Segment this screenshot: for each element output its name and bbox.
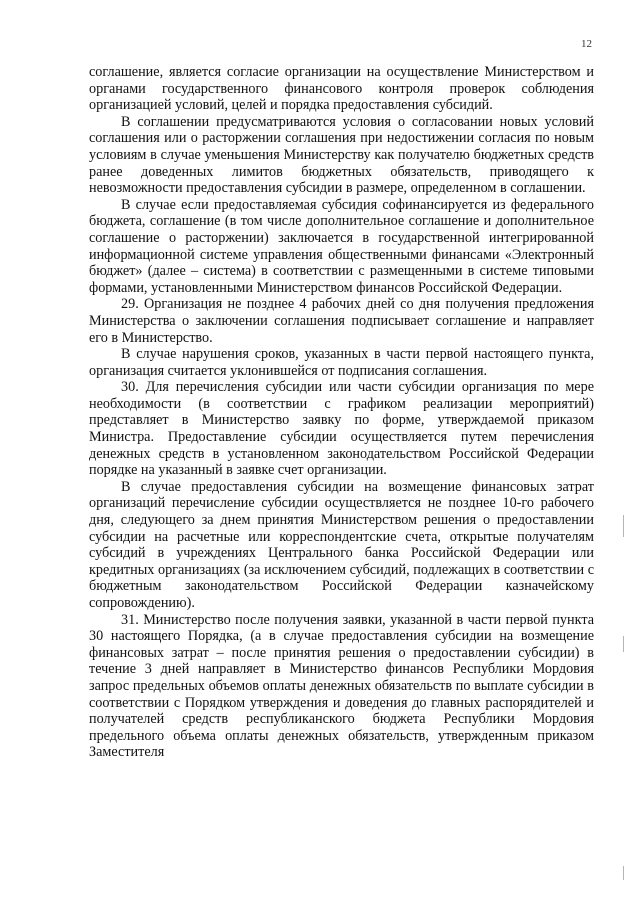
paragraph-deadline-violation: В случае нарушения сроков, указанных в части первой настоящего пункта, организация считается уклонившейся от подписания соглашения.: [89, 346, 594, 379]
scan-edge-mark: [623, 866, 624, 880]
paragraph-item-31: 31. Министерство после получения заявки, указанной в части первой пункта 30 настоящего Порядка, (а в случае предоставления субсидии на возмещение финансовых затрат – после принятия решения о предоставлении субсидии) в течение 3 дней направляет в Министерство финансов Республики Мордовия запрос предельных объемов оплаты денежных обязательств по выплате субсидии в соответствии с Порядком утверждения и доведения до главных распорядителей и получателей средств республиканского бюджета Республики Мордовия предельного объема оплаты денежных обязательств, утвержденным приказом Заместителя: [89, 611, 594, 761]
paragraph-agreement-terms: В соглашении предусматриваются условия о согласовании новых условий соглашения или о расторжении соглашения при недостижении согласия по новым условиям в случае уменьшения Министерству как получателю бюджетных средств ранее доведенных лимитов бюджетных обязательств, приводящего к невозможности предоставления субсидии в размере, определенном в соглашении.: [89, 113, 594, 197]
scan-edge-mark: [623, 515, 624, 537]
paragraph-item-30: 30. Для перечисления субсидии или части субсидии организация по мере необходимости (в соответствии с графиком реализации мероприятий) представляет в Министерство заявку по форме, утверждаемой приказом Министра. Предоставление субсидии осуществляется путем перечисления денежных средств в установленном законодательством Российской Федерации порядке на указанный в заявке счет организации.: [89, 379, 594, 479]
paragraph-consent-control: соглашение, является согласие организации на осуществление Министерством и органами государственного финансового контроля проверок соблюдения организацией условий, целей и порядка предоставления субсидий.: [89, 64, 594, 114]
document-body: [89, 64, 594, 761]
paragraph-item-29: 29. Организация не позднее 4 рабочих дней со дня получения предложения Министерства о заключении соглашения подписывает соглашение и направляет его в Министерство.: [89, 296, 594, 346]
paragraph-cost-reimbursement: В случае предоставления субсидии на возмещение финансовых затрат организаций перечисление субсидии осуществляется не позднее 10-го рабочего дня, следующего за днем принятия Министерством решения о предоставлении субсидии на расчетные или корреспондентские счета, открытые получателям субсидий в учреждениях Центрального банка Российской Федерации или кредитных организациях (за исключением субсидий, подлежащих в соответствии с бюджетным законодательством Российской Федерации казначейскому сопровождению).: [89, 478, 594, 611]
paragraph-federal-cofinancing: В случае если предоставляемая субсидия софинансируется из федерального бюджета, соглашение (в том числе дополнительное соглашение и дополнительное соглашение о расторжении) заключается в государственной интегрированной информационной системе управления общественными финансами «Электронный бюджет» (далее – система) в соответствии с размещенными в системе типовыми формами, установленными Министерством финансов Российской Федерации.: [89, 196, 594, 296]
scan-edge-mark: [623, 636, 624, 652]
page-number: 12: [581, 38, 592, 50]
